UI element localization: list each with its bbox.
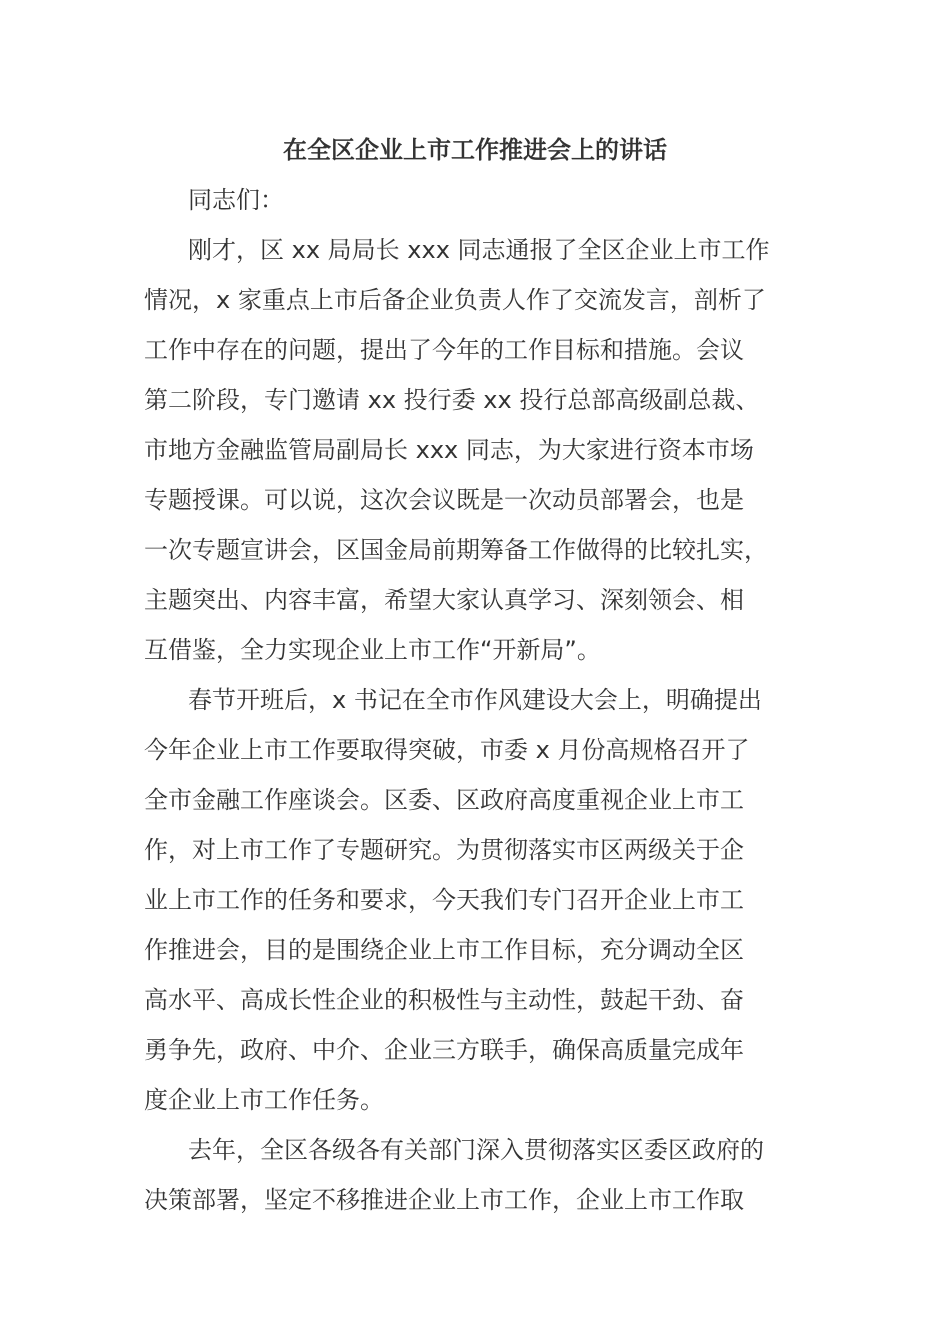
text-line: 去年，全区各级各有关部门深入贯彻落实区委区政府的 bbox=[188, 1136, 764, 1164]
text-line: 春节开班后，x 书记在全市作风建设大会上，明确提出 bbox=[188, 686, 762, 714]
text-line: 互借鉴，全力实现企业上市工作“开新局”。 bbox=[144, 636, 601, 664]
text-line: 全市金融工作座谈会。区委、区政府高度重视企业上市工 bbox=[144, 786, 744, 814]
document-title: 在全区企业上市工作推进会上的讲话 bbox=[283, 136, 667, 164]
text-line: 刚才，区 xx 局局长 xxx 同志通报了全区企业上市工作 bbox=[188, 236, 770, 264]
text-line: 作推进会，目的是围绕企业上市工作目标，充分调动全区 bbox=[144, 936, 744, 964]
text-line: 市地方金融监管局副局长 xxx 同志，为大家进行资本市场 bbox=[144, 436, 754, 464]
text-line: 决策部署，坚定不移推进企业上市工作，企业上市工作取 bbox=[144, 1186, 744, 1214]
text-line: 勇争先，政府、中介、企业三方联手，确保高质量完成年 bbox=[144, 1036, 744, 1064]
text-line: 第二阶段，专门邀请 xx 投行委 xx 投行总部高级副总裁、 bbox=[144, 386, 760, 414]
text-line: 专题授课。可以说，这次会议既是一次动员部署会，也是 bbox=[144, 486, 744, 514]
text-line: 高水平、高成长性企业的积极性与主动性，鼓起干劲、奋 bbox=[144, 986, 744, 1014]
text-line: 业上市工作的任务和要求，今天我们专门召开企业上市工 bbox=[144, 886, 744, 914]
text-line: 情况，x 家重点上市后备企业负责人作了交流发言，剖析了 bbox=[144, 286, 766, 314]
text-line: 作，对上市工作了专题研究。为贯彻落实市区两级关于企 bbox=[144, 836, 744, 864]
text-line: 今年企业上市工作要取得突破，市委 x 月份高规格召开了 bbox=[144, 736, 750, 764]
text-line: 工作中存在的问题，提出了今年的工作目标和措施。会议 bbox=[144, 336, 744, 364]
text-line: 主题突出、内容丰富，希望大家认真学习、深刻领会、相 bbox=[144, 586, 744, 614]
text-line: 一次专题宣讲会，区国金局前期筹备工作做得的比较扎实， bbox=[144, 536, 768, 564]
salutation: 同志们： bbox=[188, 186, 284, 214]
text-line: 度企业上市工作任务。 bbox=[144, 1086, 384, 1114]
